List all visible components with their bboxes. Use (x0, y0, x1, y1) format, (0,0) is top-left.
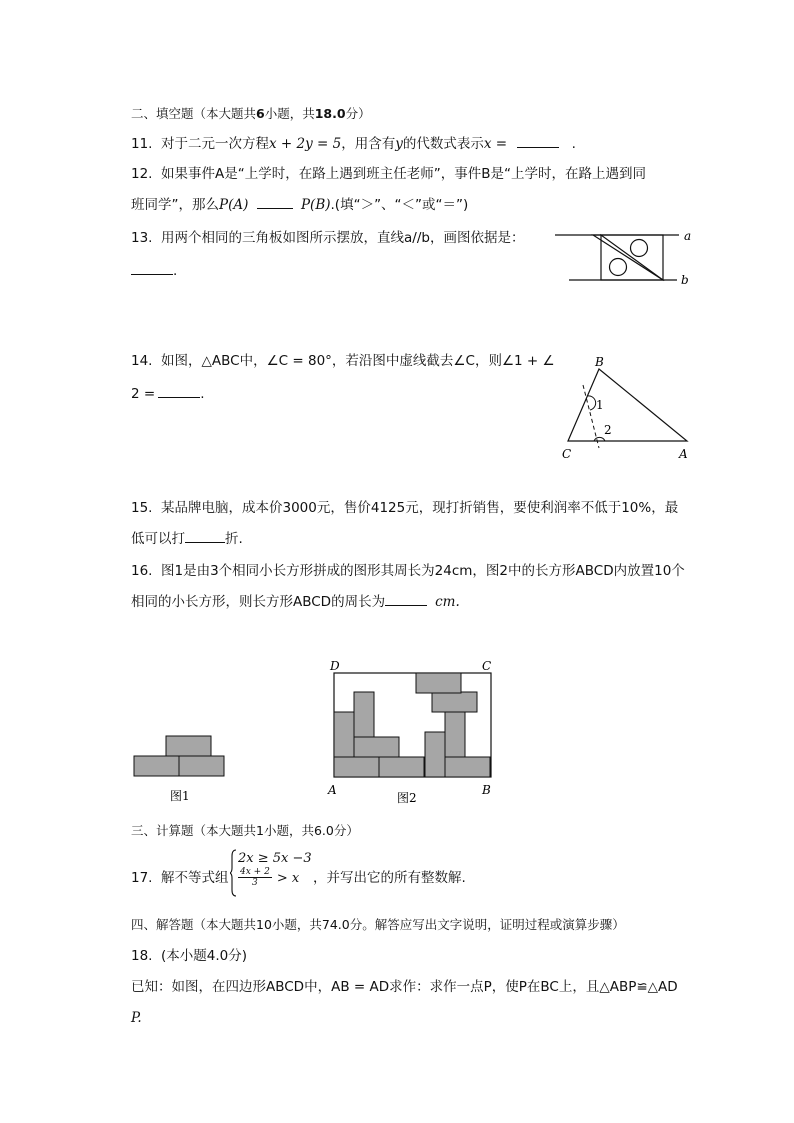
question-12-line1: 12. 如果事件A是“上学时，在路上遇到班主任老师”，事件B是“上学时，在路上遇到同 (131, 166, 646, 182)
small-rect-6 (354, 737, 399, 757)
label-a: a (684, 229, 692, 243)
question-11: 11. 对于二元一次方程x + 2y = 5，用含有y的代数式表示x = . (131, 136, 576, 152)
section2-heading: 二、填空题（本大题共6小题，共18.0分） (131, 106, 371, 121)
ruler-hole-2 (610, 259, 627, 276)
q14-triangle-figure (553, 352, 703, 462)
small-rect-2 (379, 757, 424, 777)
question-14-line2: 2 = . (131, 386, 205, 402)
label-A: A (328, 783, 337, 797)
ruler-hole-1 (631, 240, 648, 257)
small-rect-5 (354, 692, 374, 737)
small-rect-9 (432, 692, 477, 712)
small-rect-7 (425, 732, 445, 777)
question-15-line1: 15. 某品牌电脑，成本价3000元，售价4125元，现打折销售，要使利润率不低于10%，最 (131, 500, 679, 516)
question-17: 17. 解不等式组 (131, 870, 229, 886)
fig1-rect-right (179, 756, 224, 776)
label-D: D (330, 659, 340, 673)
question-17-tail: ，并写出它的所有整数解. (313, 870, 466, 886)
answer-blank[interactable] (517, 135, 559, 148)
figure-1 (130, 732, 230, 804)
question-16-line1: 16. 图1是由3个相同小长方形拼成的图形其周长为24cm，图2中的长方形ABCD内放置10个 (131, 563, 685, 579)
triangle-ruler-bottom (601, 235, 663, 280)
label-A: A (679, 447, 688, 461)
answer-blank[interactable] (185, 530, 225, 543)
label-angle-2: 2 (604, 423, 612, 437)
answer-blank[interactable] (257, 196, 293, 209)
question-14-line1: 14. 如图，△ABC中，∠C = 80°，若沿图中虚线截去∠C，则∠1 + ∠ (131, 353, 555, 369)
small-rect-4 (334, 712, 354, 757)
small-rect-1 (334, 757, 379, 777)
label-B: B (595, 355, 604, 369)
question-13-line1: 13. 用两个相同的三角板如图所示摆放，直线a//b，画图依据是： (131, 230, 525, 246)
answer-blank[interactable] (158, 385, 200, 398)
triangle-abc (568, 369, 687, 441)
answer-blank[interactable] (385, 593, 427, 606)
label-B: B (482, 783, 491, 797)
small-rect-3 (445, 757, 490, 777)
question-15-line2: 低可以打 折. (131, 531, 243, 547)
label-C: C (562, 447, 572, 461)
fig1-rect-left (134, 756, 179, 776)
q13-figure (553, 226, 703, 288)
fig1-rect-top (166, 736, 211, 756)
answer-blank[interactable] (131, 262, 173, 275)
figure-2 (324, 656, 499, 808)
question-18-line2: P. (131, 1010, 142, 1026)
question-12-line2: 班同学”，那么P(A) P(B).(填“＞”、“＜”或“＝”) (131, 197, 469, 213)
label-b: b (681, 273, 689, 287)
small-rect-8 (445, 712, 465, 757)
question-18-line1: 已知：如图，在四边形ABCD中，AB = AD求作：求作一点P，使P在BC上，且△ABP≌△AD (131, 979, 678, 995)
inequality-1: 2x ≥ 5x −3 (238, 851, 312, 866)
triangle-ruler-top (593, 235, 663, 280)
section4-heading: 四、解答题（本大题共10小题，共74.0分。解答应写出文字说明，证明过程或演算步骤） (131, 917, 625, 932)
question-13-line2: . (131, 262, 177, 280)
small-rect-10 (416, 673, 461, 693)
question-16-line2: 相同的小长方形，则长方形ABCD的周长为 cm. (131, 594, 460, 610)
question-18-header: 18. (本小题4.0分) (131, 948, 248, 964)
label-angle-1: 1 (596, 398, 604, 412)
fig1-caption: 图1 (170, 789, 190, 803)
section3-heading: 三、计算题（本大题共1小题，共6.0分） (131, 823, 359, 838)
label-C: C (482, 659, 492, 673)
fig2-caption: 图2 (397, 791, 417, 805)
inequality-2: $\frac{4x + 2}{3}$ > x (240, 867, 300, 888)
